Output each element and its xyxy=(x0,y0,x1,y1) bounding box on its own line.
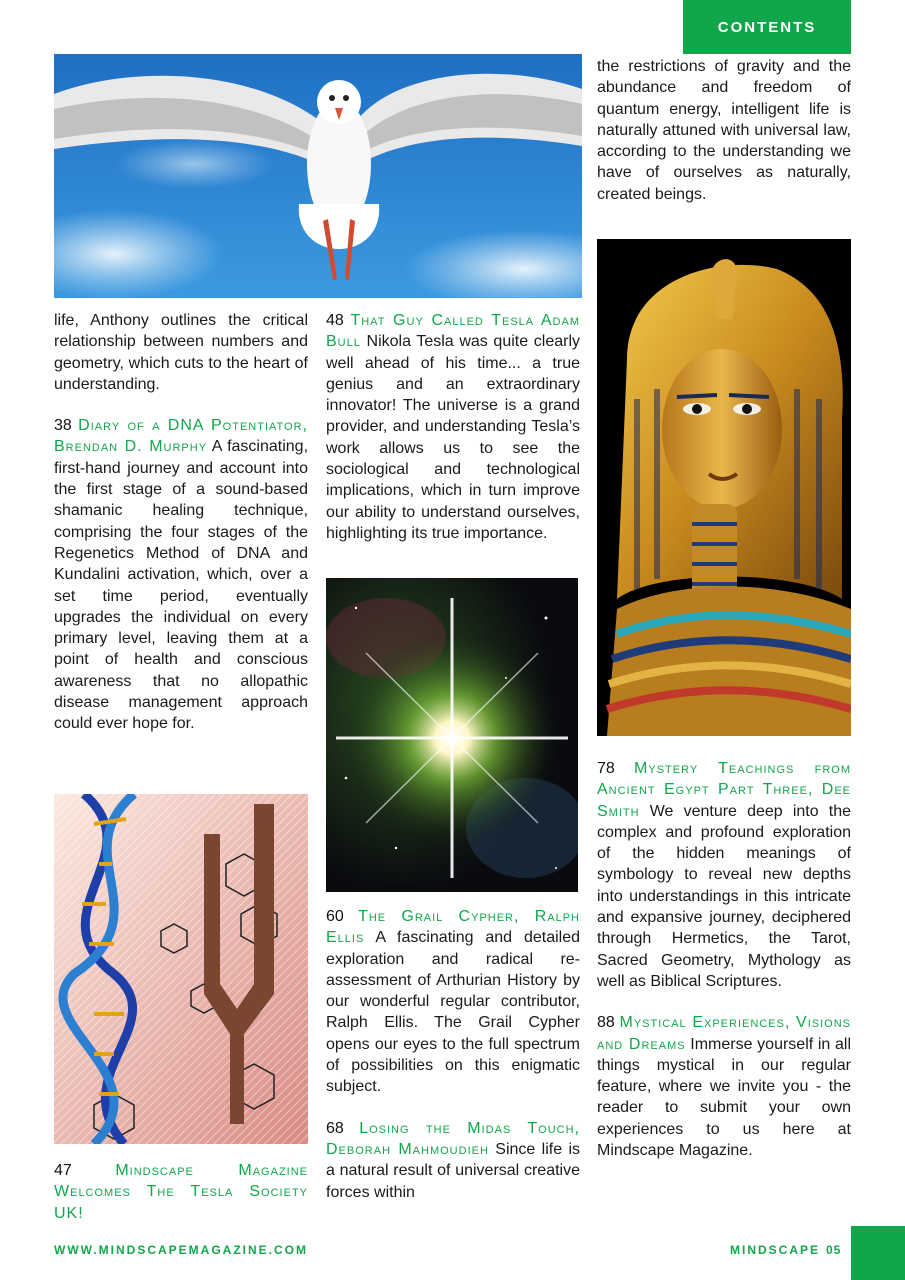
entry-number: 38 xyxy=(54,417,72,435)
entry-heading: Mindscape Magazine Welcomes The Tesla Society UK! xyxy=(54,1162,308,1222)
entry-number: 60 xyxy=(326,908,344,925)
dna-image xyxy=(54,794,308,1144)
page-number: 05 xyxy=(826,1243,842,1257)
column2-bottom xyxy=(326,906,580,1223)
entry-heading: Losing the Midas Touch, Deborah Mahmoudieh xyxy=(326,1119,580,1158)
entry-number: 68 xyxy=(326,1119,344,1137)
entry-body: We venture deep into the complex and profound exploration of the hidden meanings of symbology to reveal new depths into understandings in this intricate and expansive journey, deciphered through Hermetics, the Tarot, Sacred Geometry, Mythology as well as Biblical Scriptures. xyxy=(597,802,851,990)
entry-body: A fascinating and detailed exploration and radical re-assessment of Arthurian History by our wonderful regular contributor, Ralph Ellis. The Grail Cypher opens our eyes to the full spectrum of possibilities on this enigmatic subject. xyxy=(326,929,581,1096)
seagull-image xyxy=(54,54,582,298)
entry-48 xyxy=(326,310,580,544)
pharaoh-image xyxy=(597,239,851,736)
entry-88 xyxy=(597,1012,851,1161)
section-label: CONTENTS xyxy=(717,18,817,36)
column1 xyxy=(54,310,308,755)
entry-heading: Mystery Teachings from Ancient Egypt Part Three, Dee Smith xyxy=(597,760,851,820)
entry-68 xyxy=(326,1118,580,1203)
entry-heading: Mystical Experiences, Visions and Dreams xyxy=(597,1014,851,1053)
entry-body: Since life is a natural result of universal creative forces within xyxy=(326,1140,581,1201)
entry-number: 47 xyxy=(54,1162,72,1179)
entry-heading: The Grail Cypher, Ralph Ellis xyxy=(326,908,580,947)
continued-paragraph: the restrictions of gravity and the abundance and freedom of quantum energy, intelligent life is naturally attuned with universal law, according to the understanding we have of ourselves as naturally, created beings. xyxy=(597,58,851,203)
entry-78 xyxy=(597,758,851,992)
intro-paragraph: life, Anthony outlines the critical relationship between numbers and geometry, which cuts to the heart of understanding. xyxy=(54,312,308,393)
page-corner-block xyxy=(851,1226,905,1280)
entry-47 xyxy=(54,1160,308,1224)
star-image xyxy=(326,578,578,892)
entry-60 xyxy=(326,906,580,1098)
entry-number: 78 xyxy=(597,760,615,777)
entry-body: Nikola Tesla was quite clearly well ahead of his time... a true genius and an extraordinary innovator! The universe is a grand provider, and understanding Tesla’s work allows us to see the sociological and technological implications, which in turn improve our ability to understand ourselves, highlighting its true importance. xyxy=(326,333,581,542)
footer-magazine-name: MINDSCAPE xyxy=(730,1243,821,1257)
entry-heading: Diary of a DNA Potentiator, Brendan D. Murphy xyxy=(54,417,309,456)
entry-body: A fascinating, first-hand journey and account into the first stage of a sound-based shamanic healing technique, comprising the four stages of the Regenetics Method of DNA and Kundalini activation, which, over a set time period, eventually upgrades the individual on every primary level, leaving them at a point of health and conscious awareness that no allopathic disease management approach could ever hope for. xyxy=(54,438,309,733)
column1-bottom xyxy=(54,1160,308,1244)
entry-38 xyxy=(54,415,308,734)
entry-number: 48 xyxy=(326,312,344,329)
column3-bottom xyxy=(597,758,851,1181)
footer-url-link[interactable]: WWW.MINDSCAPEMAGAZINE.COM xyxy=(54,1243,308,1257)
entry-number: 88 xyxy=(597,1014,615,1032)
column3-top-text xyxy=(597,56,851,225)
column2-top xyxy=(326,310,580,564)
contents-tab xyxy=(683,0,851,54)
entry-heading: That Guy Called Tesla Adam Bull xyxy=(326,312,580,351)
entry-body: Immerse yourself in all things mystical in our regular feature, where we invite you - the reader to submit your own experiences to us here at Mindscape Magazine. xyxy=(597,1035,852,1160)
